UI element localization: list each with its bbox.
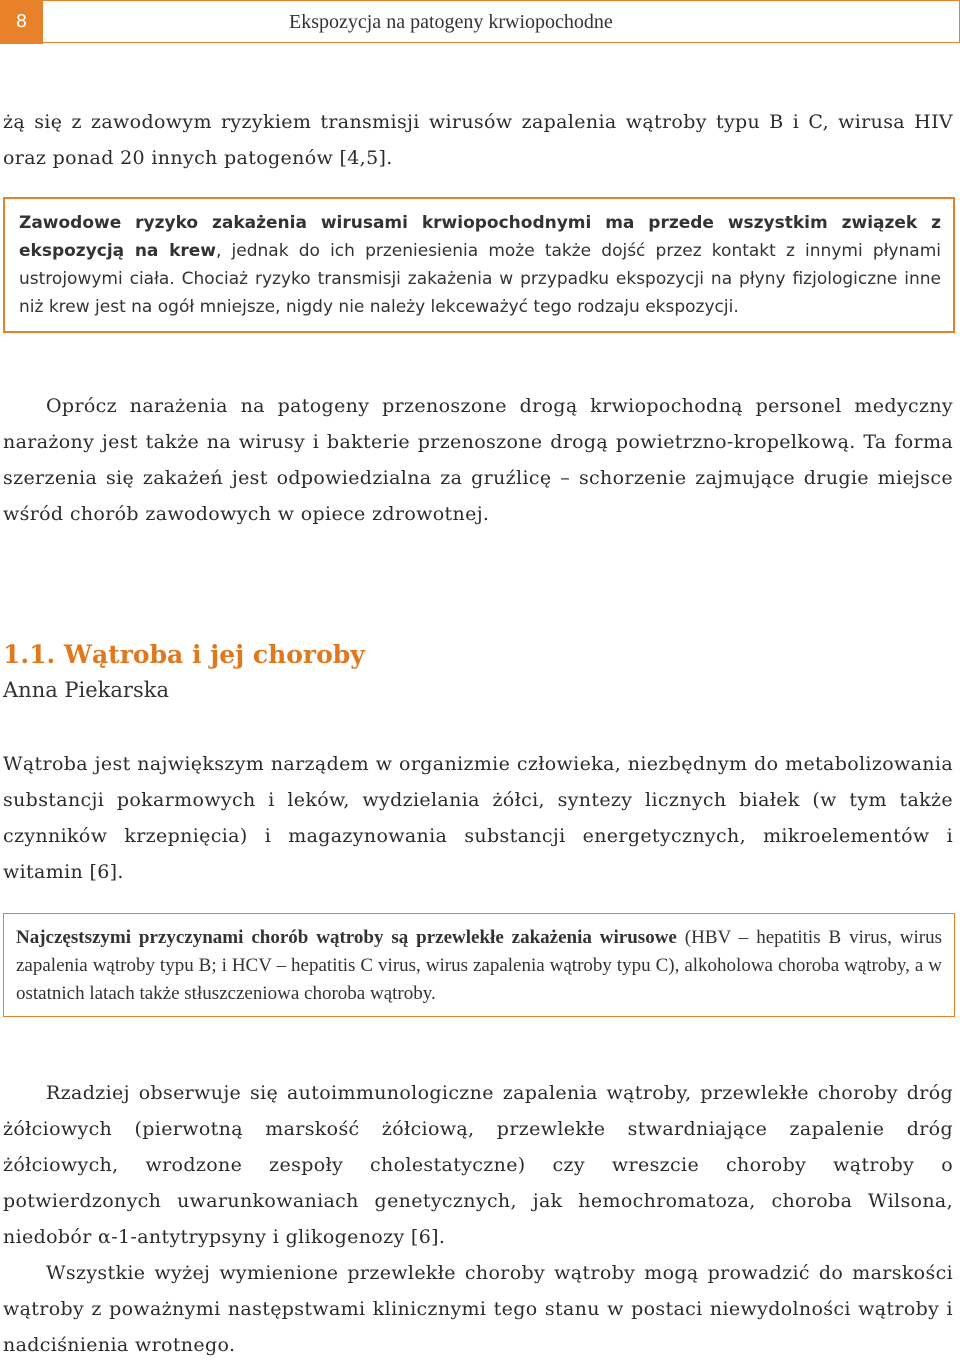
section-author: Anna Piekarska — [3, 678, 169, 702]
highlight-box-occupational-risk — [3, 197, 955, 333]
highlight-box-liver-causes — [3, 913, 955, 1017]
highlight-box-bold-lead: Zawodowe ryzyko zakażenia wirusami krwiopochodnymi ma przede wszystkim związek z ekspozycją na krew — [19, 213, 941, 261]
paragraph-cirrhosis: Wszystkie wyżej wymienione przewlekłe choroby wątroby mogą prowadzić do marskości wątroby z poważnymi następstwami klinicznymi tego stanu w postaci niewydolności wątroby i nadciśnienia wrotnego. — [3, 1262, 953, 1356]
section-heading: 1.1. Wątroba i jej choroby — [3, 640, 365, 669]
page-header — [0, 0, 960, 44]
highlight-box-text: , jednak do ich przeniesienia może także dojść przez kontakt z innymi płynami ustrojowymi ciała. Chociaż ryzyko transmisji zakażenia w przypadku ekspozycji na płyny fizjologiczne inne niż krew jest na ogół mniejsze, nigdy nie należy lekceważyć tego rodzaju ekspozycji. — [19, 241, 941, 317]
paragraph-liver-function: Wątroba jest największym narządem w organizmie człowieka, niezbędnym do metabolizowania substancji pokarmowych i leków, wydzielania żółci, syntezy licznych białek (w tym także czynników krzepnięcia) i magazynowania substancji energetycznych, mikroelementów i witamin [6]. — [3, 753, 953, 883]
running-title: Ekspozycja na patogeny krwiopochodne — [43, 0, 960, 43]
paragraph-rare-diseases: Rzadziej obserwuje się autoimmunologiczne zapalenia wątroby, przewlekłe choroby dróg żółciowych (pierwotną marskość żółciową, przewlekłe stwardniające zapalenie dróg żółciowych, wrodzone zespoły cholestatyczne) czy wreszcie choroby wątroby o potwierdzonych uwarunkowaniach genetycznych, jak hemochromatoza, choroba Wilsona, niedobór α-1-antytrypsyny i glikogenozy [6]. — [3, 1082, 953, 1248]
paragraph-airborne-exposure: Oprócz narażenia na patogeny przenoszone drogą krwiopochodną personel medyczny narażony jest także na wirusy i bakterie przenoszone drogą powietrzno-kropelkową. Ta forma szerzenia się zakażeń jest odpowiedzialna za gruźlicę – schorzenie zajmujące drugie miejsce wśród chorób zawodowych w opiece zdrowotnej. — [3, 395, 953, 525]
paragraph-continuation: żą się z zawodowym ryzykiem transmisji wirusów zapalenia wątroby typu B i C, wirusa HIV oraz ponad 20 innych patogenów [4,5]. — [3, 111, 953, 169]
page-number: 8 — [0, 0, 43, 44]
highlight-box-text: (HBV – hepatitis B virus, wirus zapalenia wątroby typu B; i HCV – hepatitis C virus, wirus zapalenia wątroby typu C), alkoholowa choroba wątroby, a w ostatnich latach także stłuszczeniowa choroba wątroby. — [16, 927, 942, 1004]
highlight-box-bold-lead: Najczęstszymi przyczynami chorób wątroby są przewlekłe zakażenia wirusowe — [16, 927, 677, 948]
